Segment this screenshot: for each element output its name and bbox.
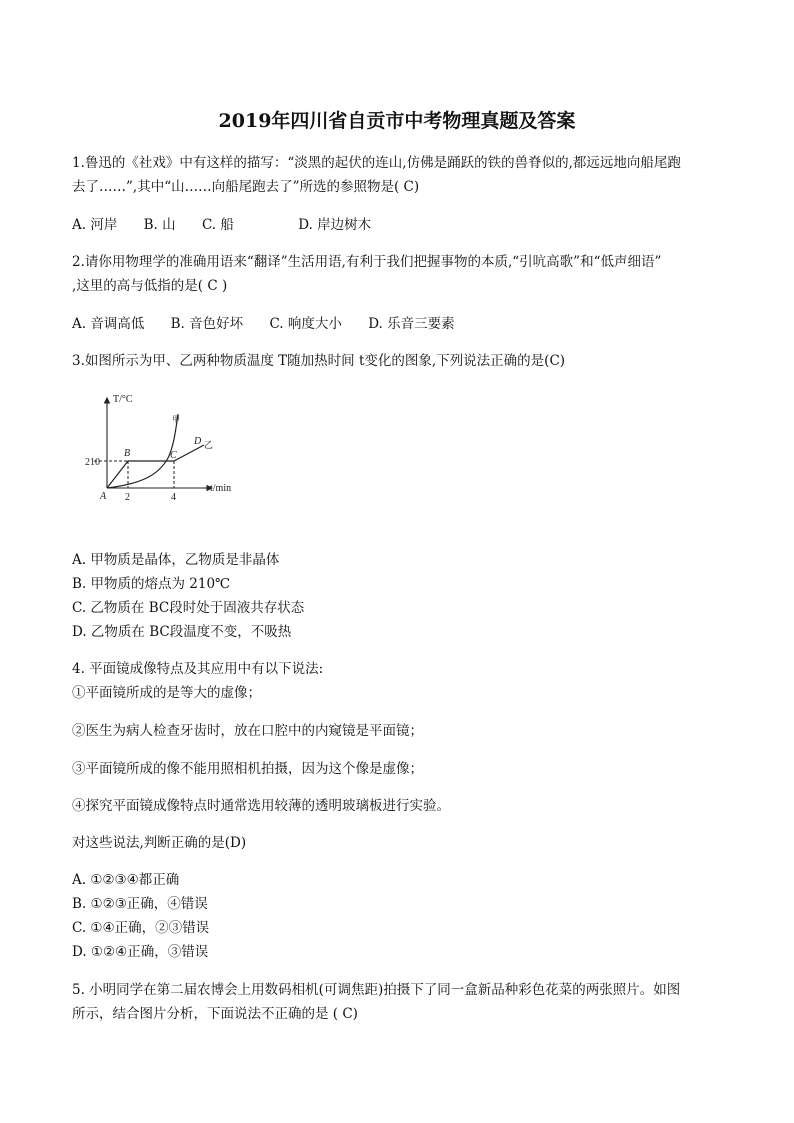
q1-stem-line1: 1.鲁迅的《社戏》中有这样的描写：“淡黑的起伏的连山,仿佛是踊跃的铁的兽脊似的,都远远地向船尾跑 — [72, 155, 681, 171]
q2-option-a: A. 音调高低 — [72, 316, 145, 332]
q4-option-c: C. ①④正确，②③错误 — [72, 920, 210, 936]
q4-option-b: B. ①②③正确，④错误 — [72, 896, 208, 912]
temperature-time-graph — [80, 388, 270, 508]
series-yi-curve — [107, 445, 204, 488]
q4-statement-3: ③平面镜所成的像不能用照相机拍摄，因为这个像是虚像； — [72, 761, 423, 777]
q4-option-d: D. ①②④正确，③错误 — [72, 944, 209, 960]
q3-option-c: C. 乙物质在 BC段时处于固液共存状态 — [72, 600, 305, 616]
q4-statement-1: ①平面镜所成的是等大的虚像； — [72, 685, 261, 701]
series-yi-label: 乙 — [204, 440, 214, 450]
point-c-label: C — [170, 450, 177, 461]
q4-statement-4: ④探究平面镜成像特点时通常选用较薄的透明玻璃板进行实验。 — [72, 798, 450, 814]
q2-option-c: C. 响度大小 — [269, 316, 342, 332]
page-title: 2019年四川省自贡市中考物理真题及答案 — [218, 110, 576, 132]
q3-stem: 3.如图所示为甲、乙两种物质温度 T随加热时间 t变化的图象,下列说法正确的是(C) — [72, 353, 566, 369]
q5-stem-line1: 5. 小明同学在第二届农博会上用数码相机(可调焦距)拍摄下了同一盒新品种彩色花菜的两张照片。如图 — [72, 982, 681, 998]
q3-option-a: A. 甲物质是晶体，乙物质是非晶体 — [72, 552, 280, 568]
q4-judge: 对这些说法,判断正确的是(D) — [72, 835, 247, 851]
x-axis-label: t/min — [210, 483, 232, 494]
series-jia-label: 甲 — [172, 415, 180, 424]
q2-options — [72, 315, 477, 333]
q5-stem-line2: 所示，结合图片分析，下面说法不正确的是 ( C) — [72, 1006, 358, 1022]
q1-option-c: C. 船 — [201, 217, 234, 233]
q1-option-a: A. 河岸 — [72, 217, 118, 233]
x-tick-4: 4 — [171, 492, 176, 503]
point-b-label: B — [124, 448, 131, 459]
q1-options — [72, 216, 393, 234]
q4-stem: 4. 平面镜成像特点及其应用中有以下说法: — [72, 661, 324, 677]
q1-option-b: B. 山 — [143, 217, 176, 233]
q3-option-b: B. 甲物质的熔点为 210℃ — [72, 576, 231, 592]
q2-stem-line2: ,这里的高与低指的是( C ) — [72, 278, 228, 294]
q1-option-d: D. 岸边树木 — [298, 217, 372, 233]
y-axis-label: T/°C — [113, 394, 133, 405]
series-jia-curve — [107, 414, 178, 488]
q2-stem-line1: 2.请你用物理学的准确用语来“翻译”生活用语,有利于我们把握事物的本质,“引吭高歌”和“低声细语” — [72, 254, 662, 270]
q2-option-d: D. 乐音三要素 — [368, 316, 455, 332]
q4-option-a: A. ①②③④都正确 — [72, 872, 180, 888]
point-a-label: A — [100, 491, 107, 502]
q2-option-b: B. 音色好坏 — [170, 316, 244, 332]
y-tick-210: 210 — [85, 457, 100, 468]
q1-stem-line2: 去了……”,其中“山……向船尾跑去了”所选的参照物是( C) — [72, 179, 420, 195]
point-d-label: D — [194, 436, 202, 447]
q4-statement-2: ②医生为病人检查牙齿时，放在口腔中的内窥镜是平面镜； — [72, 723, 423, 739]
x-tick-2: 2 — [125, 492, 130, 503]
q3-option-d: D. 乙物质在 BC段温度不变，不吸热 — [72, 624, 292, 640]
